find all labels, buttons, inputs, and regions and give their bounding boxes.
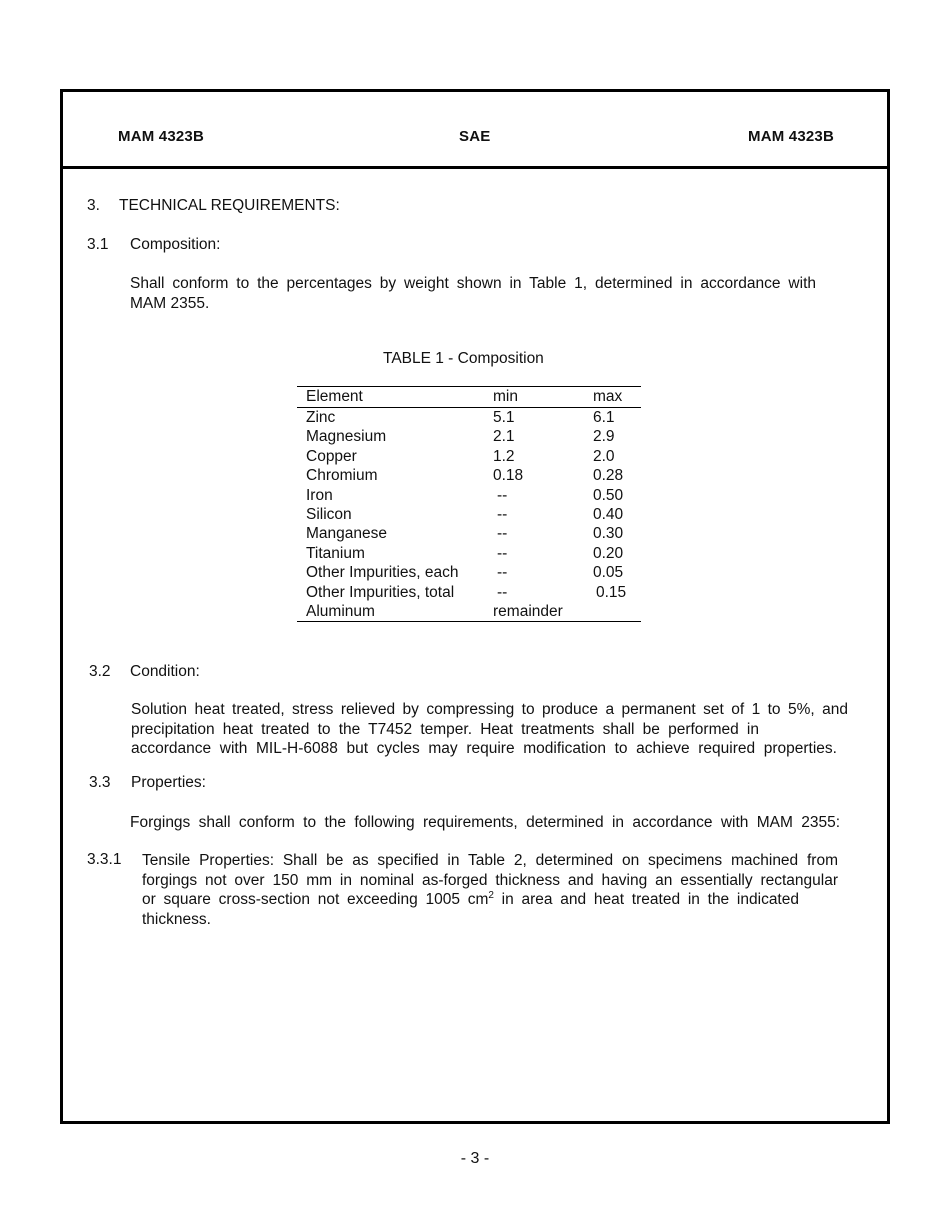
element-name: Iron xyxy=(306,486,333,504)
element-name: Copper xyxy=(306,447,357,465)
section-3-3-number: 3.3 xyxy=(89,774,111,791)
table-row xyxy=(297,583,641,602)
section-3-2-title: Condition: xyxy=(130,663,200,680)
section-3-2-line-2: precipitation heat treated to the T7452 temper. Heat treatments shall be performed in xyxy=(131,720,759,738)
element-name: Other Impurities, each xyxy=(306,564,459,582)
page-frame xyxy=(60,89,890,1124)
section-3-2-line-1: Solution heat treated, stress relieved by compressing to produce a permanent set of 1 to 5%, and xyxy=(131,701,848,718)
max-value: 2.9 xyxy=(593,428,615,446)
section-3-3-1-line-3a: or square cross-section not exceeding 1005 cm xyxy=(142,891,489,908)
section-3-3-1-number: 3.3.1 xyxy=(87,851,122,868)
page-header xyxy=(63,92,887,169)
max-value: 0.30 xyxy=(593,525,624,543)
table-row xyxy=(297,544,641,563)
min-value: -- xyxy=(497,564,508,582)
table-header-row xyxy=(297,387,641,408)
table-row xyxy=(297,563,641,582)
composition-table xyxy=(297,386,641,622)
section-3-3-1-text xyxy=(142,851,838,929)
column-header-element: Element xyxy=(306,388,363,405)
min-value: -- xyxy=(497,486,508,504)
section-3-3-1-line-3b: in area and heat treated in the indicated xyxy=(493,891,799,908)
table-1-title: TABLE 1 - Composition xyxy=(383,350,544,367)
column-header-min: min xyxy=(493,388,518,405)
max-value: 0.20 xyxy=(593,544,624,562)
table-row xyxy=(297,602,641,621)
section-3-2-number: 3.2 xyxy=(89,663,111,680)
table-row xyxy=(297,505,641,524)
squared-superscript: 2 xyxy=(488,890,494,901)
section-3-1-line-1: Shall conform to the percentages by weight shown in Table 1, determined in accordance with xyxy=(130,275,816,292)
element-name: Manganese xyxy=(306,525,388,543)
min-value: -- xyxy=(497,505,508,523)
header-doc-id-left: MAM 4323B xyxy=(118,128,204,145)
element-name: Zinc xyxy=(306,409,336,426)
min-value: 1.2 xyxy=(493,447,515,465)
section-3-2-line-3: accordance with MIL-H-6088 but cycles may require modification to achieve required properties. xyxy=(131,740,837,757)
min-value: 2.1 xyxy=(493,428,515,446)
max-value: 0.05 xyxy=(593,564,624,582)
section-3-2-text xyxy=(131,700,848,759)
element-name: Other Impurities, total xyxy=(306,583,455,601)
max-value: 6.1 xyxy=(593,409,615,426)
table-row xyxy=(297,486,641,505)
section-3-3-1-line-4: thickness. xyxy=(142,910,211,928)
page-number: - 3 - xyxy=(460,1150,490,1167)
min-value: remainder xyxy=(493,602,563,620)
section-3-3-line-1: Forgings shall conform to the following requirements, determined in accordance with MAM 2355: xyxy=(130,814,840,831)
table-row xyxy=(297,524,641,543)
table-row xyxy=(297,466,641,485)
section-3-1-text xyxy=(130,274,816,313)
min-value: -- xyxy=(497,525,508,543)
table-row xyxy=(297,427,641,446)
max-value: 0.50 xyxy=(593,486,624,504)
max-value: 2.0 xyxy=(593,447,615,465)
section-3-3-1-line-1: Tensile Properties: Shall be as specified in Table 2, determined on specimens machined from xyxy=(142,852,838,869)
section-3-1-number: 3.1 xyxy=(87,236,109,253)
section-3-3-text xyxy=(130,813,840,833)
column-header-max: max xyxy=(593,388,623,405)
element-name: Titanium xyxy=(306,544,365,562)
element-name: Aluminum xyxy=(306,602,375,620)
section-3-title: TECHNICAL REQUIREMENTS: xyxy=(119,197,340,214)
section-3-3-1-line-3 xyxy=(142,890,799,910)
section-3-number: 3. xyxy=(87,197,100,214)
max-value: 0.28 xyxy=(593,467,624,485)
element-name: Magnesium xyxy=(306,428,387,446)
max-value: 0.40 xyxy=(593,505,624,523)
section-3-3-title: Properties: xyxy=(131,774,206,791)
header-doc-id-right: MAM 4323B xyxy=(748,128,834,145)
table-row xyxy=(297,447,641,466)
section-3-1-line-2: MAM 2355. xyxy=(130,294,210,312)
header-org: SAE xyxy=(459,128,491,145)
element-name: Chromium xyxy=(306,467,378,485)
element-name: Silicon xyxy=(306,505,352,523)
table-row xyxy=(297,408,641,427)
min-value: -- xyxy=(497,583,508,601)
section-3-3-1-line-2: forgings not over 150 mm in nominal as-forged thickness and having an essentially rectangular xyxy=(142,871,838,889)
min-value: 5.1 xyxy=(493,409,515,426)
min-value: -- xyxy=(497,544,508,562)
min-value: 0.18 xyxy=(493,467,524,485)
section-3-1-title: Composition: xyxy=(130,236,221,253)
max-value: 0.15 xyxy=(596,583,627,601)
